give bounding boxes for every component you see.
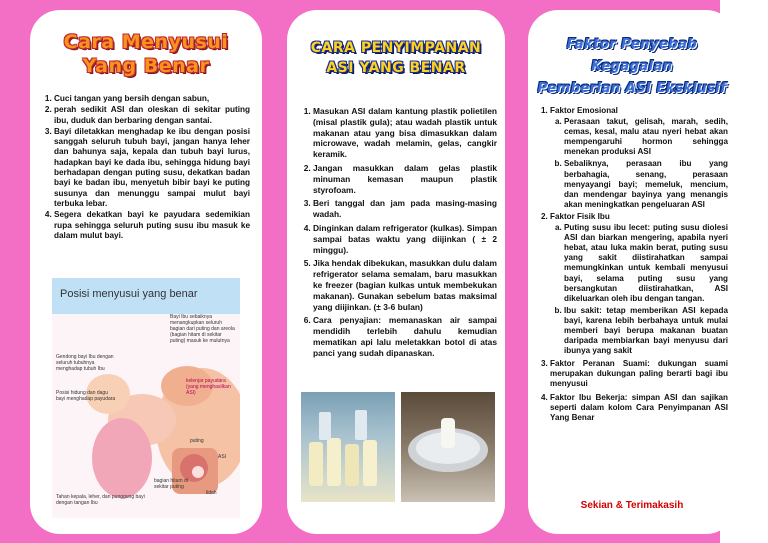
sub-list xyxy=(550,223,728,356)
breastfeeding-position-figure xyxy=(52,278,240,518)
list-item: 1. Masukan ASI dalam kantung plastik polietilen (misal plastik gula); atau wadah plastik untuk makanan atau yang bisa dimasukkan dalam microwave, wadah melamin, gelas, cangkir keramik. xyxy=(313,106,497,160)
panel1-steps xyxy=(36,94,250,242)
panel3-title: Faktor Penyebab Kegagalan Pemberian ASI Eksklusif xyxy=(537,37,727,96)
list-item: b. Ibu sakit: tetap memberikan ASI kepada bayi, karena lebih berbahaya untuk mulai memberi bayi berupa makanan buatan daripada membiarkan bayi menyusu dari ibunya yang sakit xyxy=(564,306,728,356)
list-item: 4. Faktor Ibu Bekerja: simpan ASI dan sajikan seperti dalam kolom Cara Penyimpanan ASI Yang Benar xyxy=(550,393,728,423)
figure-caption: Posisi menyusui yang benar xyxy=(60,288,198,300)
figure-note: Bayi Ibu sebaiknya menangkupkan seluruh bagian dari puting dan areola (bagian hitam di sekitar puting) masuk ke mulutnya xyxy=(170,314,235,344)
photo-breastmilk-bottles xyxy=(301,392,395,502)
list-item: 2. Faktor Fisik Ibu a. Puting susu ibu lecet: puting susu diolesi ASI dan biarkan mengering, apabila nyeri hebat, atau luka makin berat, puting susu yang sakit diistirahatkan sampai memungkinkan untuk kembali menyusui bayi, selama puting susu yang bersangkutan diistirahatkan, ASI dikeluarkan oleh ibu dengan tangan. b. Ibu sakit: tetap memberikan ASI kepada bayi, karena lebih berbahaya untuk mulai memberi bayi berupa makanan buatan daripada membiarkan bayi menyusu dari ibunya yang sakit xyxy=(550,212,728,356)
panel-cara-penyimpanan xyxy=(287,10,505,534)
figure-note: Tahan kepala, leher, dan punggung bayi dengan tangan Ibu xyxy=(56,494,145,506)
list-item: 2. Jangan masukkan dalam gelas plastik minuman kemasan maupun plastik styrofoam. xyxy=(313,163,497,195)
list-item: 3. Beri tanggal dan jam pada masing-masing wadah. xyxy=(313,198,497,220)
list-item: 3. Bayi diletakkan menghadap ke ibu dengan posisi sanggah seluruh tubuh bayi, jangan hanya leher dan bahunya saja, kepala dan tubuh bayi lurus, hadapkan bayi ke dada ibu, sehingga hidung bayi berhadapan dengan puting susu, dekatkan badan bayi ke badan ibu, menyetuh bibir bayi ke puting susunya dan menunggu sampai mulut bayi terbuka lebar. xyxy=(54,127,250,209)
list-item: 1. Cuci tangan yang bersih dengan sabun, xyxy=(54,94,250,104)
panel-cara-menyusui xyxy=(30,10,262,534)
list-item: 4. Segera dekatkan bayi ke payudara sedemikian rupa sehingga seluruh puting susu ibu masuk ke dalam mulut bayi. xyxy=(54,210,250,241)
list-item: 6. Cara penyajian: memanaskan air sampai mendidih terlebih dahulu kemudian mematikan api lalu meletakkan botol di atas panci yang sudah dipanaskan. xyxy=(313,315,497,358)
panel2-steps xyxy=(295,106,497,362)
list-item: 2. perah sedikit ASI dan oleskan di sekitar puting ibu, duduk dan berbaring dengan santai. xyxy=(54,105,250,126)
figure-note: Gendong bayi Ibu dengan seluruh tubuhnya menghadap tubuh Ibu xyxy=(56,354,114,372)
list-item: 1. Faktor Emosional a. Perasaan takut, gelisah, marah, sedih, cemas, kesal, malu atau nyeri hebat akan mempengaruhi hormon sehingga menekan produksi ASI b. Sebaliknya, perasaan ibu yang berbahagia, senang, perasaan menyayangi bayi; memeluk, mencium, dan mendengar bayinya yang menangis akan meningkatkan pengeluaran ASI xyxy=(550,106,728,210)
figure-note: Posisi hidung dan dagu bayi menghadap payudara xyxy=(56,390,116,402)
list-item: b. Sebaliknya, perasaan ibu yang berbahagia, senang, perasaan menyayangi bayi; memeluk, mencium, dan mendengar bayinya yang menangis akan meningkatkan pengeluaran ASI xyxy=(564,159,728,209)
sub-list xyxy=(550,117,728,210)
panel-faktor-penyebab xyxy=(528,10,736,534)
figure-note: bagian hitam di sekitar puting xyxy=(154,478,188,490)
panel2-title: CARA PENYIMPANAN ASI YANG BENAR xyxy=(310,40,482,76)
bottles-illustration xyxy=(301,392,395,502)
list-item: 5. Jika hendak dibekukan, masukkan dulu dalam refrigerator selama semalam, baru masukkan ke freezer (bagian kulkas untuk membekukan makanan). Gunakan sebelum batas maksimal yang diijinkan. (± 3-6 bulan) xyxy=(313,258,497,312)
list-item: 3. Faktor Peranan Suami: dukungan suami merupakan dukungan paling berarti bagi ibu menyusui xyxy=(550,359,728,389)
list-item: a. Puting susu ibu lecet: puting susu diolesi ASI dan biarkan mengering, apabila nyeri hebat, atau luka makin berat, puting susu yang sakit diistirahatkan sampai memungkinkan untuk kembali menyusui bayi, selama puting susu yang bersangkutan diistirahatkan, ASI dikeluarkan oleh ibu dengan tangan. xyxy=(564,223,728,304)
figure-note: ASI xyxy=(218,454,227,460)
list-item: 4. Dinginkan dalam refrigerator (kulkas). Simpan sampai batas waktu yang diijinkan ( ± 2 minggu). xyxy=(313,223,497,255)
list-item: a. Perasaan takut, gelisah, marah, sedih, cemas, kesal, malu atau nyeri hebat akan mempengaruhi hormon sehingga menekan produksi ASI xyxy=(564,117,728,157)
warming-pot-illustration xyxy=(401,392,495,502)
panel3-factors xyxy=(532,106,728,424)
panel1-title: Cara Menyusui Yang Benar xyxy=(63,31,229,77)
figure-note: puting xyxy=(190,438,204,444)
photo-warming-bottle xyxy=(401,392,495,502)
figure-note: lidah xyxy=(206,490,217,496)
figure-note: kelenjar payudara (yang menghasilkan ASI) xyxy=(186,378,231,396)
closing-text: Sekian & Terimakasih xyxy=(580,500,684,511)
